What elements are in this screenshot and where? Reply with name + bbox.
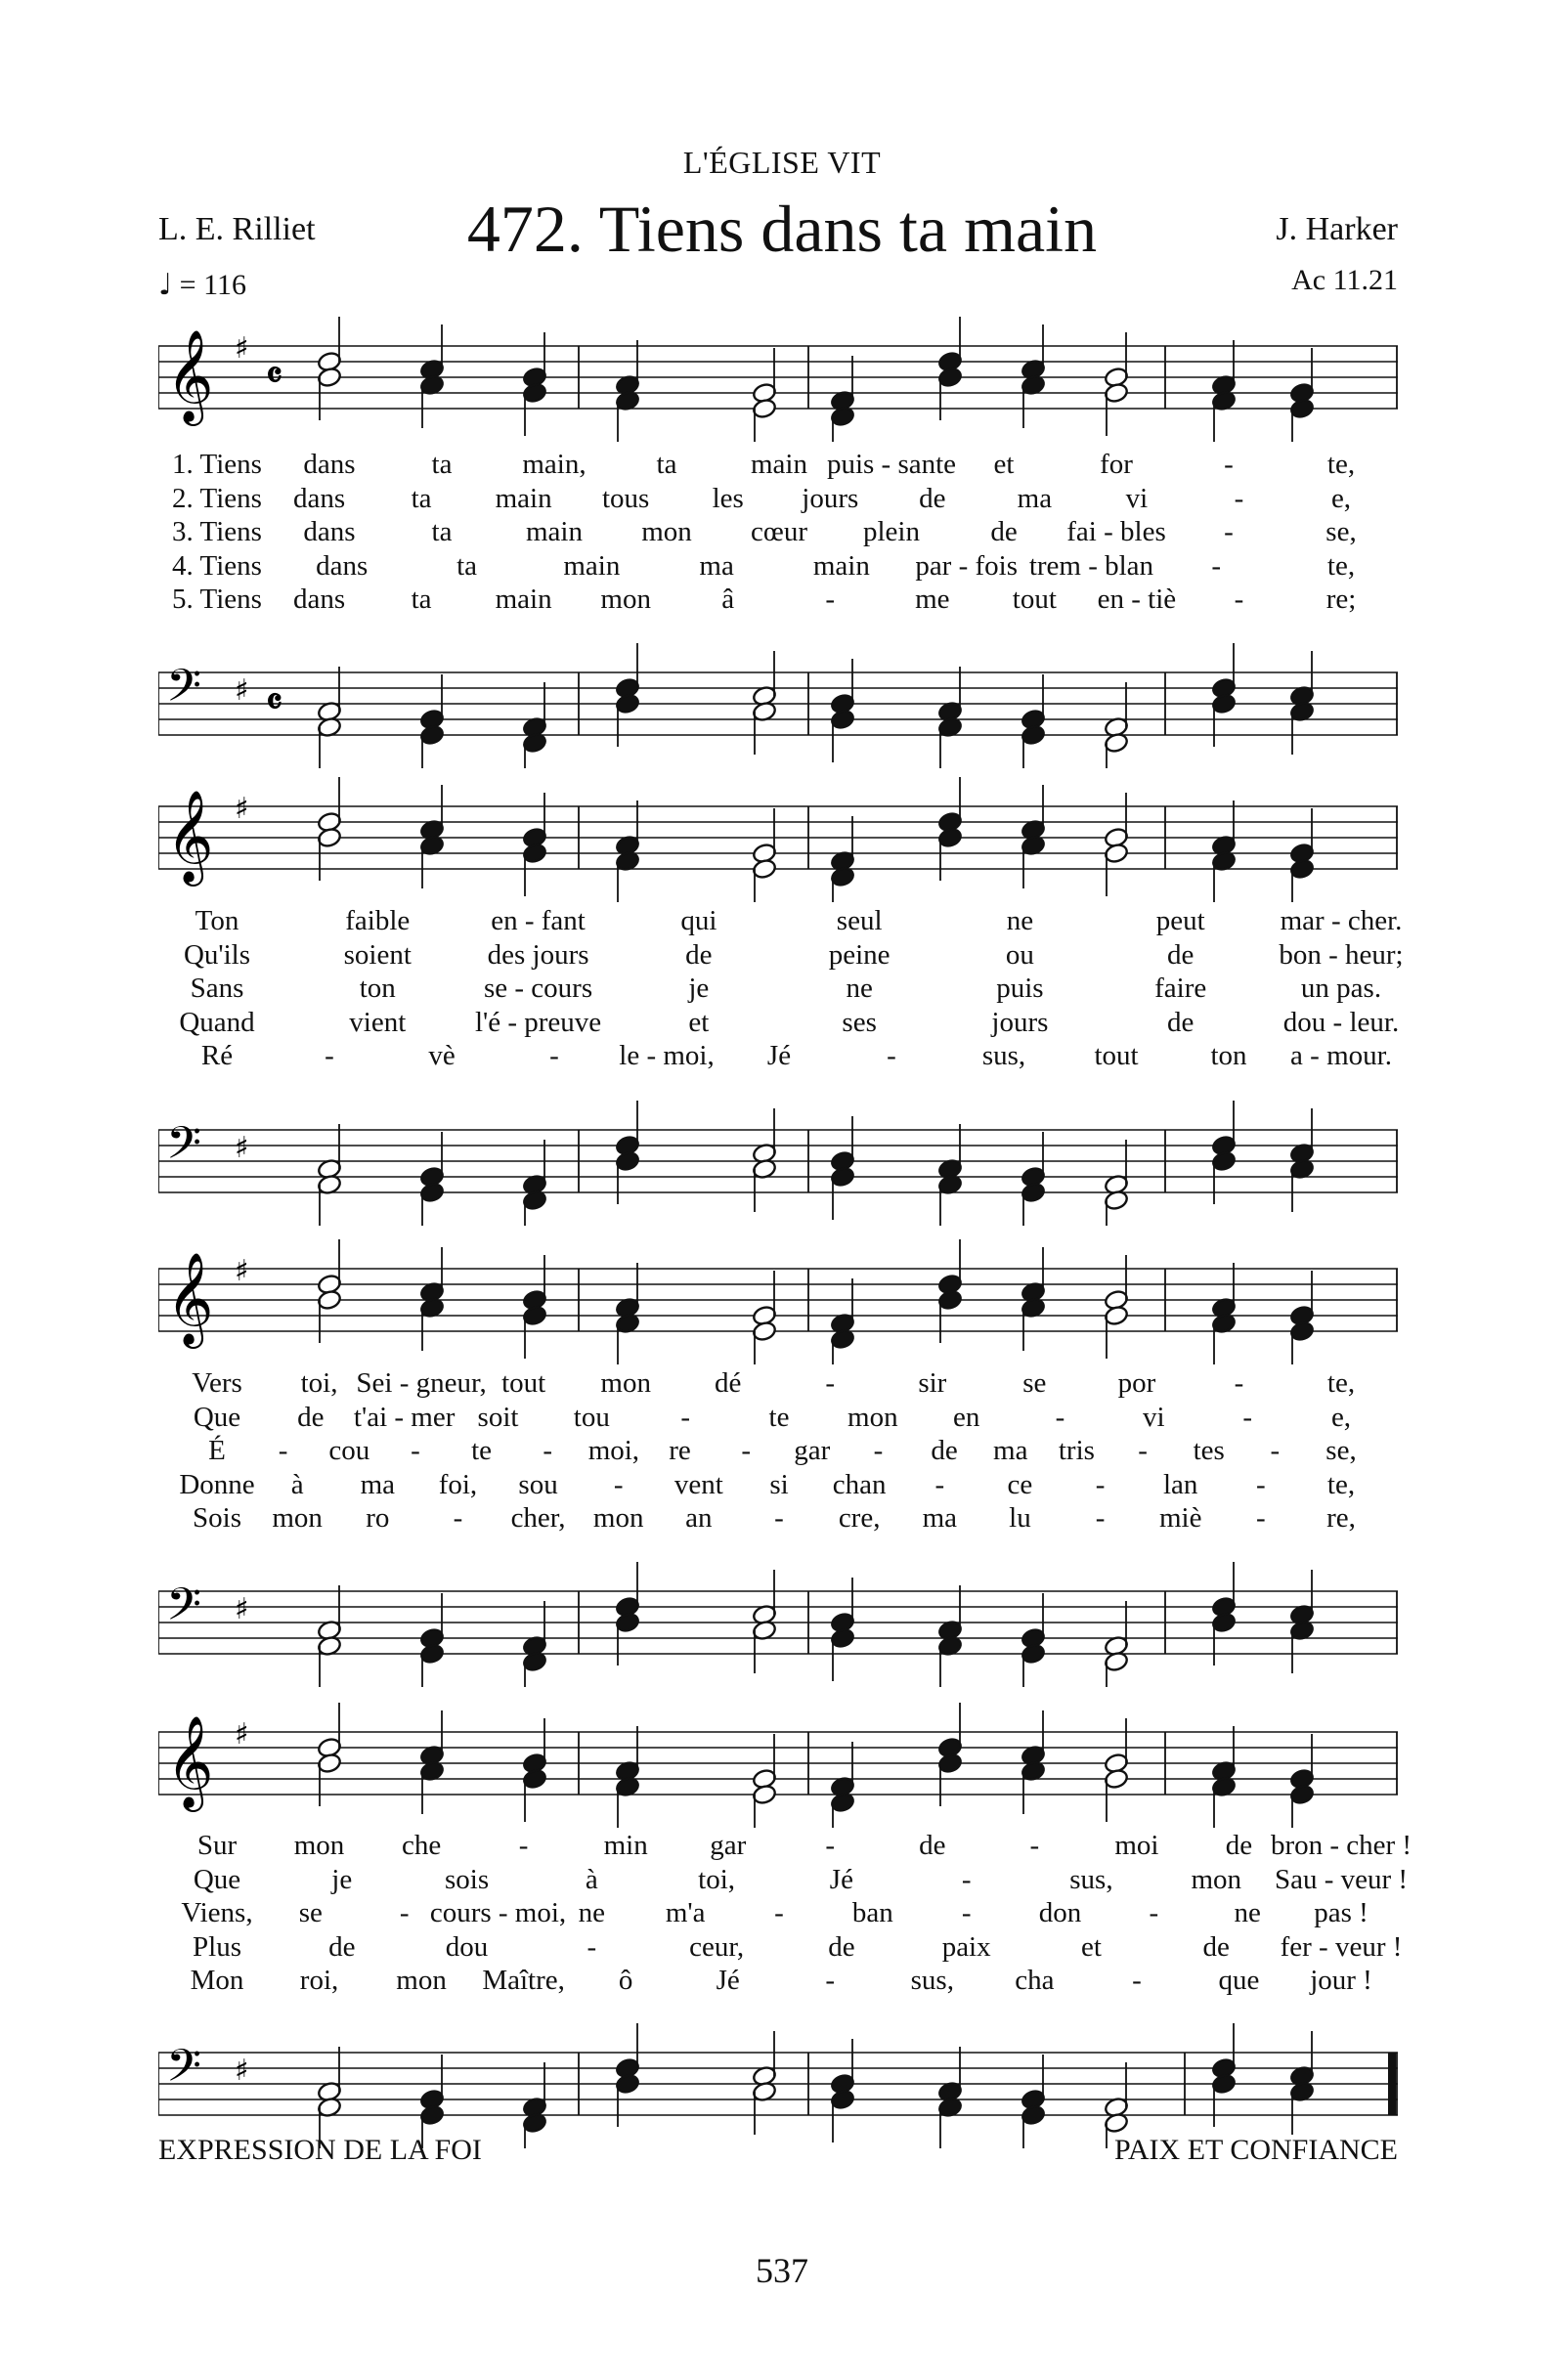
lyric-syllable: te <box>471 1435 493 1466</box>
lyric-syllable: a - mour. <box>1290 1040 1392 1071</box>
sharp-key-signature-icon: ♯ <box>235 792 249 826</box>
lyric-syllable: le - moi, <box>619 1040 715 1071</box>
lyric-syllable: - <box>1149 1897 1159 1928</box>
sharp-key-signature-icon: ♯ <box>235 1131 249 1165</box>
lyric-syllable: à <box>290 1468 304 1500</box>
lyric-syllable: Jé <box>829 1863 853 1895</box>
lyric-syllable: te, <box>1326 1367 1356 1399</box>
sharp-key-signature-icon: ♯ <box>235 1717 249 1752</box>
lyric-line <box>158 482 1398 516</box>
lyric-syllable: tou <box>573 1401 610 1433</box>
lyric-syllable: - <box>961 1863 972 1895</box>
lyric-syllable: toi, <box>698 1863 736 1895</box>
treble-clef-icon: 𝄞 <box>166 329 214 422</box>
lyric-line <box>158 1863 1409 1897</box>
lyric-line <box>158 583 1398 617</box>
lyric-syllable: te, <box>1326 1468 1356 1500</box>
lyric-syllable: de <box>919 1830 946 1861</box>
bass-staff-svg <box>158 1562 1398 1689</box>
lyric-syllable: - <box>1234 482 1244 514</box>
lyric-syllable: tes <box>1193 1435 1225 1466</box>
quarter-note-icon: ♩ <box>158 268 173 302</box>
lyric-syllable: toi, <box>300 1367 338 1399</box>
treble-staff-1 <box>158 317 1398 444</box>
lyric-syllable: ta <box>411 482 432 514</box>
lyric-syllable: moi, <box>587 1435 640 1466</box>
lyric-syllable: ses <box>842 1006 877 1038</box>
lyric-syllable: que <box>1218 1965 1260 1996</box>
lyric-line <box>158 1401 1398 1435</box>
bass-staff-3 <box>158 1562 1398 1689</box>
lyric-syllable: vè <box>428 1040 456 1071</box>
lyric-syllable: dans <box>292 584 346 615</box>
lyric-syllable: - <box>1132 1965 1142 1996</box>
treble-clef-icon: 𝄞 <box>166 1715 214 1808</box>
lyric-syllable: 2. Tiens <box>172 482 262 514</box>
lyric-syllable: ne <box>578 1897 606 1928</box>
lyric-line <box>158 1366 1398 1401</box>
lyric-syllable: de <box>931 1435 958 1466</box>
lyric-syllable: min <box>603 1830 648 1861</box>
lyric-line <box>158 972 1398 1006</box>
lyric-syllable: - <box>825 1367 836 1399</box>
lyric-syllable: - <box>1242 1401 1252 1433</box>
lyric-syllable: - <box>1234 584 1244 615</box>
lyric-syllable: - <box>1234 1367 1244 1399</box>
lyric-syllable: main <box>563 549 621 582</box>
lyric-line <box>158 1501 1398 1536</box>
lyric-syllable: - <box>934 1468 945 1500</box>
lyric-syllable: ton <box>359 973 396 1004</box>
lyric-syllable: ce <box>1007 1468 1033 1500</box>
composer-name: J. Harker <box>1276 211 1398 247</box>
lyric-syllable: Sans <box>190 973 244 1004</box>
lyric-syllable: pas ! <box>1314 1897 1368 1928</box>
lyric-syllable: cher, <box>510 1502 566 1534</box>
lyric-syllable: - <box>774 1897 784 1928</box>
page-number: 537 <box>756 2251 808 2290</box>
lyric-syllable: - <box>1256 1502 1266 1534</box>
lyric-syllable: mon <box>293 1830 345 1861</box>
lyric-syllable: de <box>1225 1830 1253 1861</box>
lyric-syllable: - <box>961 1897 972 1928</box>
lyric-syllable: dans <box>303 516 356 547</box>
lyric-syllable: - <box>586 1930 597 1963</box>
lyric-syllable: - <box>1095 1502 1106 1534</box>
lyric-syllable: ou <box>1005 938 1034 971</box>
lyric-syllable: Que <box>193 1401 241 1433</box>
lyric-syllable: - <box>399 1897 410 1928</box>
lyric-syllable: - <box>1270 1435 1281 1466</box>
lyric-syllable: te, <box>1326 549 1356 582</box>
bass-clef-icon: 𝄢 <box>166 1579 202 1642</box>
lyric-syllable: che <box>401 1830 442 1861</box>
lyric-syllable: Donne <box>179 1468 255 1500</box>
lyric-syllable: Vers <box>192 1367 242 1399</box>
lyric-syllable: l'é - preuve <box>474 1006 602 1038</box>
lyric-syllable: et <box>1080 1930 1102 1963</box>
lyric-syllable: de <box>1167 1006 1195 1038</box>
treble-staff-4 <box>158 1703 1398 1830</box>
lyric-syllable: Sau - veur ! <box>1274 1863 1409 1895</box>
lyrics-system-1 <box>158 448 1398 617</box>
tempo-value: = 116 <box>179 269 246 301</box>
lyric-syllable: - <box>1224 449 1234 480</box>
lyric-syllable: fer - veur ! <box>1280 1930 1403 1963</box>
lyric-syllable: m'a <box>665 1897 706 1928</box>
lyric-syllable: ta <box>456 549 478 582</box>
lyric-syllable: tous <box>602 482 650 514</box>
lyric-syllable: foi, <box>438 1468 478 1500</box>
lyric-syllable: re <box>669 1435 691 1466</box>
lyric-syllable: ne <box>846 973 873 1004</box>
lyric-syllable: main <box>751 449 807 480</box>
lyric-syllable: je <box>331 1863 353 1895</box>
lyric-syllable: Maître, <box>482 1965 565 1996</box>
final-barline <box>1388 2053 1396 2115</box>
lyric-syllable: en - tiè <box>1097 584 1177 615</box>
bass-staff-2 <box>158 1101 1398 1228</box>
lyric-syllable: en - fant <box>491 905 586 936</box>
lyric-syllable: - <box>1224 516 1234 547</box>
lyric-syllable: - <box>453 1502 463 1534</box>
lyric-syllable: - <box>1095 1468 1106 1500</box>
common-time-icon: 𝄴 <box>266 679 282 723</box>
lyric-syllable: de <box>685 938 713 971</box>
lyric-syllable: sir <box>918 1367 947 1399</box>
lyric-syllable: ta <box>656 449 677 480</box>
treble-clef-icon: 𝄞 <box>166 1252 214 1345</box>
lyric-syllable: - <box>325 1040 334 1071</box>
lyric-syllable: - <box>613 1468 624 1500</box>
lyric-syllable: e, <box>1330 482 1352 514</box>
lyric-syllable: par - fois <box>915 549 1018 582</box>
lyric-line <box>158 1434 1398 1468</box>
lyric-syllable: for <box>1100 449 1133 480</box>
lyric-syllable: de <box>919 482 946 514</box>
lyric-syllable: - <box>873 1435 884 1466</box>
lyric-syllable: se <box>298 1897 323 1928</box>
lyric-syllable: miè <box>1158 1502 1202 1534</box>
treble-staff-2 <box>158 777 1398 904</box>
lyrics-system-3 <box>158 1366 1398 1536</box>
lyric-line <box>158 1896 1398 1930</box>
lyric-syllable: sois <box>444 1863 490 1895</box>
lyric-syllable: soit <box>477 1401 519 1433</box>
lyric-syllable: ro <box>366 1502 390 1534</box>
lyric-syllable: gar <box>710 1830 747 1861</box>
lyric-syllable: Quand <box>179 1006 255 1038</box>
lyric-syllable: peut <box>1155 905 1205 936</box>
lyric-syllable: Viens, <box>181 1897 253 1928</box>
lyric-syllable: et <box>688 1006 710 1038</box>
lyric-syllable: mon <box>600 1367 651 1399</box>
lyric-syllable: se - cours <box>483 973 593 1004</box>
lyric-line <box>158 1930 1403 1965</box>
treble-staff-svg <box>158 1239 1398 1366</box>
bass-staff-svg <box>158 2023 1398 2150</box>
lyric-syllable: - <box>825 1830 836 1861</box>
lyric-syllable: Sois <box>193 1502 241 1534</box>
bass-staff-svg <box>158 1101 1398 1228</box>
lyric-syllable: dou <box>445 1930 489 1963</box>
lyric-syllable: - <box>680 1401 690 1433</box>
lyric-syllable: â <box>721 584 735 615</box>
lyric-syllable: - <box>774 1502 784 1534</box>
lyric-syllable: don <box>1038 1897 1082 1928</box>
lyricist-name: L. E. Rilliet <box>158 211 316 247</box>
lyric-syllable: ceur, <box>689 1930 745 1963</box>
lyric-syllable: 4. Tiens <box>172 549 262 582</box>
lyric-syllable: re; <box>1325 584 1357 615</box>
lyric-syllable: - <box>411 1435 420 1466</box>
bass-clef-icon: 𝄢 <box>166 2040 202 2103</box>
lyric-syllable: dou - leur. <box>1282 1006 1400 1038</box>
lyric-syllable: faire <box>1154 973 1207 1004</box>
lyric-syllable: cou <box>328 1435 370 1466</box>
lyric-syllable: puis - sante <box>826 449 957 480</box>
lyric-syllable: de <box>1202 1930 1230 1963</box>
lyric-syllable: se, <box>1325 516 1357 547</box>
lyric-syllable: de <box>990 516 1018 547</box>
lyric-syllable: mon <box>1191 1863 1241 1895</box>
lyric-syllable: à <box>585 1863 598 1895</box>
lyric-syllable: ta <box>431 516 453 547</box>
lyric-syllable: ma <box>1017 482 1053 514</box>
lyric-syllable: ta <box>411 584 432 615</box>
footer-category-left: EXPRESSION DE LA FOI <box>158 2134 482 2166</box>
lyric-syllable: jours <box>991 1006 1049 1038</box>
lyric-syllable: de <box>328 1930 356 1963</box>
lyric-syllable: qui <box>680 905 717 936</box>
lyric-syllable: des jours <box>487 938 589 971</box>
lyric-syllable: an <box>685 1502 713 1534</box>
lyric-syllable: - <box>278 1435 288 1466</box>
lyric-syllable: sus, <box>910 1965 954 1996</box>
lyric-syllable: - <box>1138 1435 1148 1466</box>
lyric-syllable: en <box>952 1401 980 1433</box>
lyric-syllable: cha <box>1015 1965 1055 1996</box>
bass-clef-icon: 𝄢 <box>166 660 202 723</box>
lyric-syllable: cre, <box>838 1502 881 1534</box>
lyric-syllable: - <box>825 584 836 615</box>
lyric-syllable: Jé <box>716 1965 740 1996</box>
sharp-key-signature-icon: ♯ <box>235 331 249 366</box>
lyric-syllable: de <box>1167 938 1195 971</box>
sharp-key-signature-icon: ♯ <box>235 2054 249 2088</box>
lyric-syllable: paix <box>941 1930 991 1963</box>
lyric-syllable: tout <box>501 1367 546 1399</box>
lyric-syllable: Mon <box>190 1965 244 1996</box>
lyric-syllable: 1. Tiens <box>172 449 262 480</box>
lyric-syllable: vient <box>349 1006 407 1038</box>
lyric-syllable: cœur <box>751 516 807 547</box>
lyric-syllable: lu <box>1009 1502 1031 1534</box>
lyric-syllable: tris <box>1058 1435 1095 1466</box>
lyric-syllable: plein <box>863 516 920 547</box>
lyric-syllable: jours <box>802 482 859 514</box>
lyric-syllable: vi <box>1125 482 1149 514</box>
sharp-key-signature-icon: ♯ <box>235 1592 249 1626</box>
lyric-syllable: main <box>495 482 552 514</box>
lyric-syllable: Sei - gneur, <box>356 1367 487 1399</box>
lyric-syllable: mon <box>272 1502 323 1534</box>
lyric-syllable: je <box>688 973 710 1004</box>
lyric-syllable: ta <box>431 449 453 480</box>
lyric-syllable: main, <box>522 449 586 480</box>
lyric-syllable: ton <box>1210 1040 1247 1071</box>
lyric-syllable: - <box>1211 549 1222 582</box>
lyric-syllable: Qu'ils <box>183 938 251 971</box>
bass-staff-1 <box>158 643 1398 770</box>
lyric-syllable: ô <box>618 1965 633 1996</box>
bass-staff-4 <box>158 2023 1398 2150</box>
lyric-line <box>158 1964 1398 1998</box>
lyric-syllable: Jé <box>766 1040 792 1071</box>
lyric-line <box>158 938 1404 973</box>
lyric-syllable: ma <box>993 1435 1028 1466</box>
lyric-line <box>158 549 1398 584</box>
lyric-line <box>158 904 1403 938</box>
lyric-syllable: sou <box>518 1468 558 1500</box>
lyric-syllable: 3. Tiens <box>172 516 262 547</box>
lyric-syllable: seul <box>836 905 883 936</box>
common-time-icon: 𝄴 <box>266 353 282 397</box>
lyric-syllable: ne <box>1234 1897 1261 1928</box>
sharp-key-signature-icon: ♯ <box>235 673 249 708</box>
treble-staff-svg <box>158 777 1398 904</box>
lyric-syllable: chan <box>832 1468 887 1500</box>
lyric-syllable: - <box>518 1830 529 1861</box>
lyric-syllable: me <box>915 584 950 615</box>
lyric-syllable: ma <box>922 1502 957 1534</box>
lyric-syllable: roi, <box>299 1965 339 1996</box>
lyric-syllable: jour ! <box>1310 1965 1372 1996</box>
lyric-syllable: re, <box>1326 1502 1356 1534</box>
lyric-syllable: dans <box>303 449 356 480</box>
lyric-syllable: Ré <box>200 1040 234 1071</box>
hymn-title: 472. Tiens dans ta main <box>466 192 1098 266</box>
lyric-syllable: Que <box>193 1863 241 1895</box>
lyric-syllable: ma <box>699 549 734 582</box>
lyric-syllable: soient <box>343 938 412 971</box>
lyric-syllable: por <box>1117 1367 1156 1399</box>
lyric-syllable: si <box>769 1468 789 1500</box>
lyric-syllable: cours - moi, <box>429 1897 567 1928</box>
footer-category-right: PAIX ET CONFIANCE <box>1113 2134 1398 2166</box>
lyric-line <box>158 1468 1398 1502</box>
lyric-syllable: main <box>526 516 583 547</box>
lyric-syllable: de <box>828 1930 855 1963</box>
lyric-syllable: - <box>741 1435 752 1466</box>
lyric-line <box>158 1829 1412 1863</box>
treble-staff-svg <box>158 317 1398 444</box>
lyric-syllable: Sur <box>196 1830 238 1861</box>
lyric-syllable: trem - blan <box>1028 549 1154 582</box>
lyric-syllable: peine <box>828 938 891 971</box>
lyric-line <box>158 515 1398 549</box>
lyric-syllable: ne <box>1006 905 1034 936</box>
lyric-syllable: sus, <box>981 1040 1026 1071</box>
lyric-syllable: main <box>812 549 870 582</box>
lyric-syllable: faible <box>345 905 411 936</box>
lyric-syllable: bron - cher ! <box>1270 1830 1412 1861</box>
lyric-syllable: tout <box>1094 1040 1139 1071</box>
lyric-syllable: dé <box>715 1367 742 1399</box>
lyric-syllable: vent <box>673 1468 723 1500</box>
lyric-syllable: - <box>825 1965 836 1996</box>
lyric-syllable: - <box>1029 1830 1040 1861</box>
lyric-syllable: mon <box>600 584 651 615</box>
lyric-line <box>158 1006 1398 1040</box>
lyric-syllable: gar <box>794 1435 831 1466</box>
lyric-syllable: dans <box>316 549 369 582</box>
lyric-syllable: e, <box>1330 1401 1352 1433</box>
section-heading: L'ÉGLISE VIT <box>682 145 882 180</box>
treble-clef-icon: 𝄞 <box>166 790 214 883</box>
lyric-syllable: vi <box>1143 1401 1165 1433</box>
lyric-syllable: les <box>712 482 744 514</box>
lyric-syllable: 5. Tiens <box>172 584 262 615</box>
lyric-syllable: Ton <box>195 905 239 936</box>
lyric-syllable: ban <box>851 1897 893 1928</box>
lyric-syllable: un pas. <box>1300 973 1382 1004</box>
treble-staff-3 <box>158 1239 1398 1366</box>
lyric-syllable: et <box>993 449 1015 480</box>
lyric-syllable: fai - bles <box>1066 516 1166 547</box>
lyric-syllable: mon <box>592 1502 644 1534</box>
lyric-syllable: se, <box>1325 1435 1357 1466</box>
lyric-syllable: main <box>495 584 552 615</box>
lyrics-system-2 <box>158 904 1404 1073</box>
lyric-syllable: Plus <box>193 1930 241 1963</box>
lyric-syllable: se <box>1022 1367 1047 1399</box>
lyric-syllable: mar - cher. <box>1280 905 1403 936</box>
lyric-syllable: de <box>297 1401 325 1433</box>
lyric-syllable: te, <box>1326 449 1356 480</box>
lyric-syllable: ma <box>360 1468 395 1500</box>
lyric-syllable: É <box>208 1435 226 1466</box>
lyric-syllable: - <box>1256 1468 1266 1500</box>
lyric-syllable: t'ai - mer <box>353 1401 456 1433</box>
lyric-syllable: sus, <box>1069 1863 1113 1895</box>
lyric-line <box>158 1039 1398 1073</box>
bass-clef-icon: 𝄢 <box>166 1117 202 1181</box>
tempo-marking <box>158 268 246 302</box>
lyrics-system-4 <box>158 1829 1412 1998</box>
treble-staff-svg <box>158 1703 1398 1830</box>
lyric-syllable: - <box>543 1435 553 1466</box>
lyric-syllable: puis <box>996 973 1044 1004</box>
lyric-syllable: moi <box>1114 1830 1159 1861</box>
lyric-syllable: mon <box>396 1965 447 1996</box>
lyric-syllable: te <box>768 1401 790 1433</box>
lyric-syllable: bon - heur; <box>1279 938 1404 971</box>
bass-staff-svg <box>158 643 1398 770</box>
lyric-syllable: - <box>887 1040 896 1071</box>
lyric-syllable: - <box>1055 1401 1065 1433</box>
lyric-syllable: mon <box>641 516 692 547</box>
lyric-syllable: dans <box>292 482 346 514</box>
lyric-syllable: mon <box>847 1401 898 1433</box>
lyric-line <box>158 448 1398 482</box>
lyric-syllable: - <box>549 1040 559 1071</box>
lyric-syllable: tout <box>1012 584 1057 615</box>
sharp-key-signature-icon: ♯ <box>235 1254 249 1288</box>
lyric-syllable: lan <box>1162 1468 1198 1500</box>
scripture-reference: Ac 11.21 <box>1291 264 1398 296</box>
